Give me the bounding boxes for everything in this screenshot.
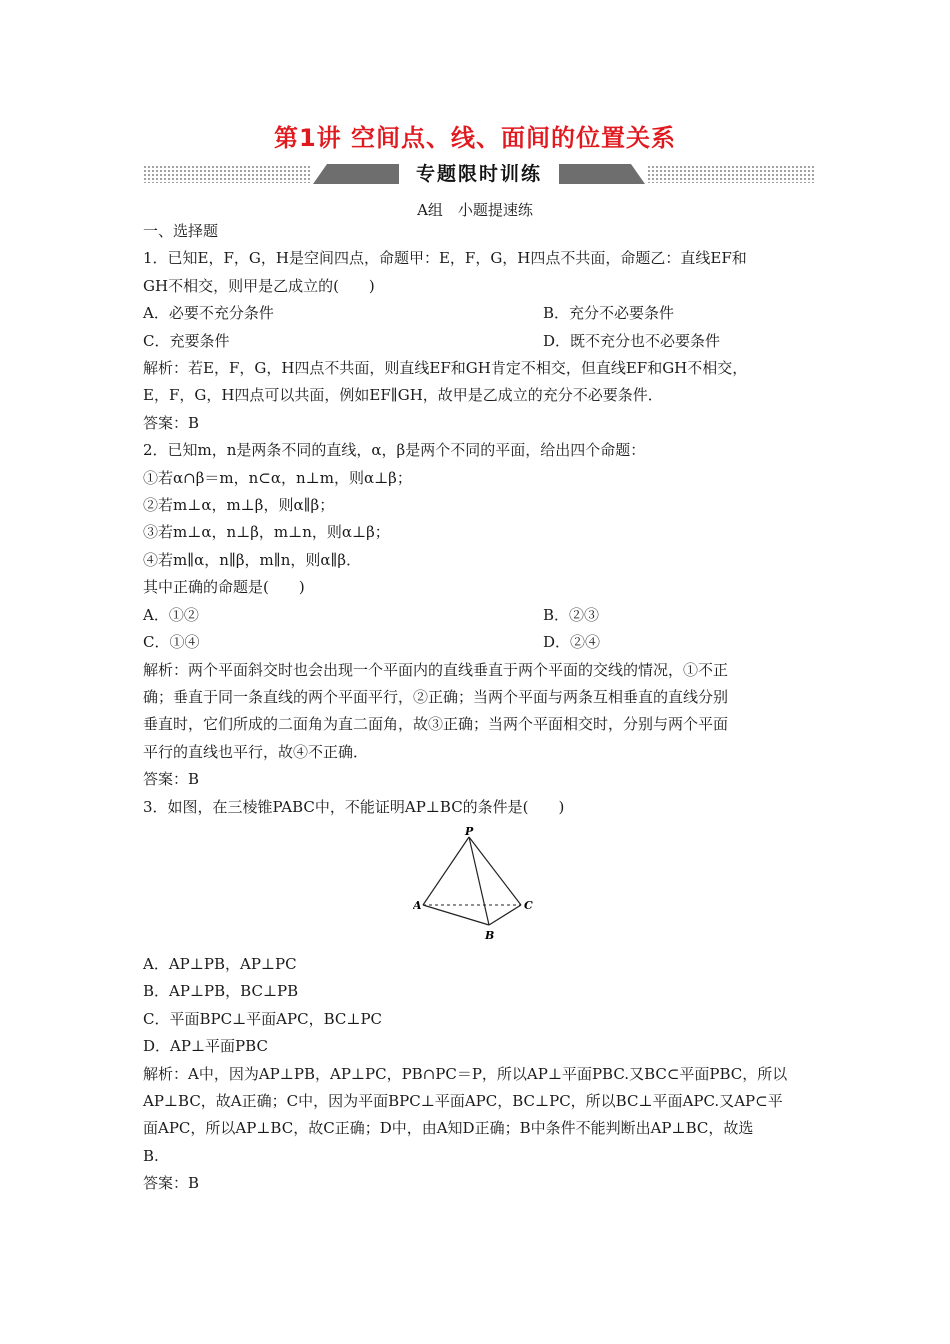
group-heading: A组 小题提速练 <box>417 201 533 219</box>
q2-proposition-4: ④若m∥α，n∥β，m∥n，则α∥β． <box>143 550 362 569</box>
q1-options-row-1 <box>143 300 823 327</box>
q3-explanation-line-3: 面APC，所以AP⊥BC，故C正确；D中，由A知D正确；B中条件不能判断出AP⊥BC，故选 <box>143 1119 754 1138</box>
banner-stripe-right <box>559 164 645 184</box>
q2-proposition-2: ②若m⊥α，m⊥β，则α∥β； <box>143 496 335 515</box>
tetrahedron-figure <box>143 821 823 951</box>
q3-explanation-line-1: 解析：A中，因为AP⊥PB，AP⊥PC，PB∩PC＝P，所以AP⊥平面PBC.又BC⊂平面PBC，所以 <box>143 1064 788 1083</box>
q3-explanation-line-2: AP⊥BC，故A正确；C中，因为平面BPC⊥平面APC，BC⊥PC，所以BC⊥平面APC.又AP⊂平 <box>143 1091 783 1110</box>
q2-proposition-3: ③若m⊥α，n⊥β，m⊥n，则α⊥β； <box>143 523 390 542</box>
q2-explanation-line-1: 解析：两个平面斜交时也会出现一个平面内的直线垂直于两个平面的交线的情况，①不正 <box>143 660 729 679</box>
banner-dots-right <box>647 165 815 183</box>
q3-option-d: D．AP⊥平面PBC <box>143 1037 268 1056</box>
tetrahedron-diagram <box>413 827 553 947</box>
edge-bc <box>489 905 521 925</box>
vertex-label-a: A <box>413 898 422 912</box>
q1-stem-line-1: 1．已知E，F，G，H是空间四点，命题甲：E，F，G，H四点不共面，命题乙：直线EF和 <box>143 249 747 268</box>
vertex-label-b: B <box>485 928 495 942</box>
edge-pa <box>423 837 469 905</box>
q1-option-b: B．充分不必要条件 <box>543 304 675 323</box>
q2-option-a: A．①② <box>143 605 199 624</box>
q1-options-row-2 <box>143 328 823 355</box>
question-content <box>143 218 823 1198</box>
q2-options-row-1 <box>143 602 823 629</box>
q1-option-a: A．必要不充分条件 <box>143 304 274 323</box>
banner-label: 专题限时训练 <box>415 163 542 185</box>
q3-option-c: C．平面BPC⊥平面APC，BC⊥PC <box>143 1009 383 1028</box>
q1-answer: 答案：B <box>143 413 200 432</box>
q2-explanation-line-3: 垂直时，它们所成的二面角为直二面角，故③正确；当两个平面相交时，分别与两个平面 <box>143 715 729 734</box>
vertex-label-p: P <box>465 826 474 838</box>
page-title: 第1讲 空间点、线、面间的位置关系 <box>273 124 677 152</box>
q3-option-a: A．AP⊥PB，AP⊥PC <box>143 954 297 973</box>
q1-option-c: C．充要条件 <box>143 331 230 350</box>
q1-option-d: D．既不充分也不必要条件 <box>543 331 721 350</box>
edge-ab <box>423 905 489 925</box>
q1-explanation-line-1: 解析：若E，F，G，H四点不共面，则直线EF和GH肯定不相交，但直线EF和GH不相交， <box>143 359 748 378</box>
q2-stem: 2．已知m，n是两条不同的直线，α，β是两个不同的平面，给出四个命题： <box>143 441 646 460</box>
q3-option-b: B．AP⊥PB，BC⊥PB <box>143 982 299 1001</box>
q1-explanation-line-2: E，F，G，H四点可以共面，例如EF∥GH，故甲是乙成立的充分不必要条件． <box>143 386 663 405</box>
banner-dots-left <box>143 165 311 183</box>
q3-stem: 3．如图，在三棱锥PABC中，不能证明AP⊥BC的条件是( ) <box>143 797 565 816</box>
banner-stripe-left <box>313 164 399 184</box>
q2-option-c: C．①④ <box>143 633 200 652</box>
q2-option-b: B．②③ <box>543 605 600 624</box>
q2-option-d: D．②④ <box>543 633 601 652</box>
q2-explanation-line-4: 平行的直线也平行，故④不正确． <box>143 742 369 761</box>
section-banner <box>143 162 815 186</box>
q2-answer: 答案：B <box>143 770 200 789</box>
q1-stem-line-2: GH不相交，则甲是乙成立的( ) <box>143 276 375 295</box>
q2-options-row-2 <box>143 629 823 656</box>
q3-explanation-line-4: B. <box>143 1146 159 1165</box>
q2-proposition-1: ①若α∩β＝m，n⊂α，n⊥m，则α⊥β； <box>143 468 412 487</box>
q2-question: 其中正确的命题是( ) <box>143 578 305 597</box>
section-heading: 一、选择题 <box>143 222 219 240</box>
vertex-label-c: C <box>524 898 533 912</box>
q3-answer: 答案：B <box>143 1174 200 1193</box>
q2-explanation-line-2: 确；垂直于同一条直线的两个平面平行，②正确；当两个平面与两条互相垂直的直线分别 <box>143 687 729 706</box>
